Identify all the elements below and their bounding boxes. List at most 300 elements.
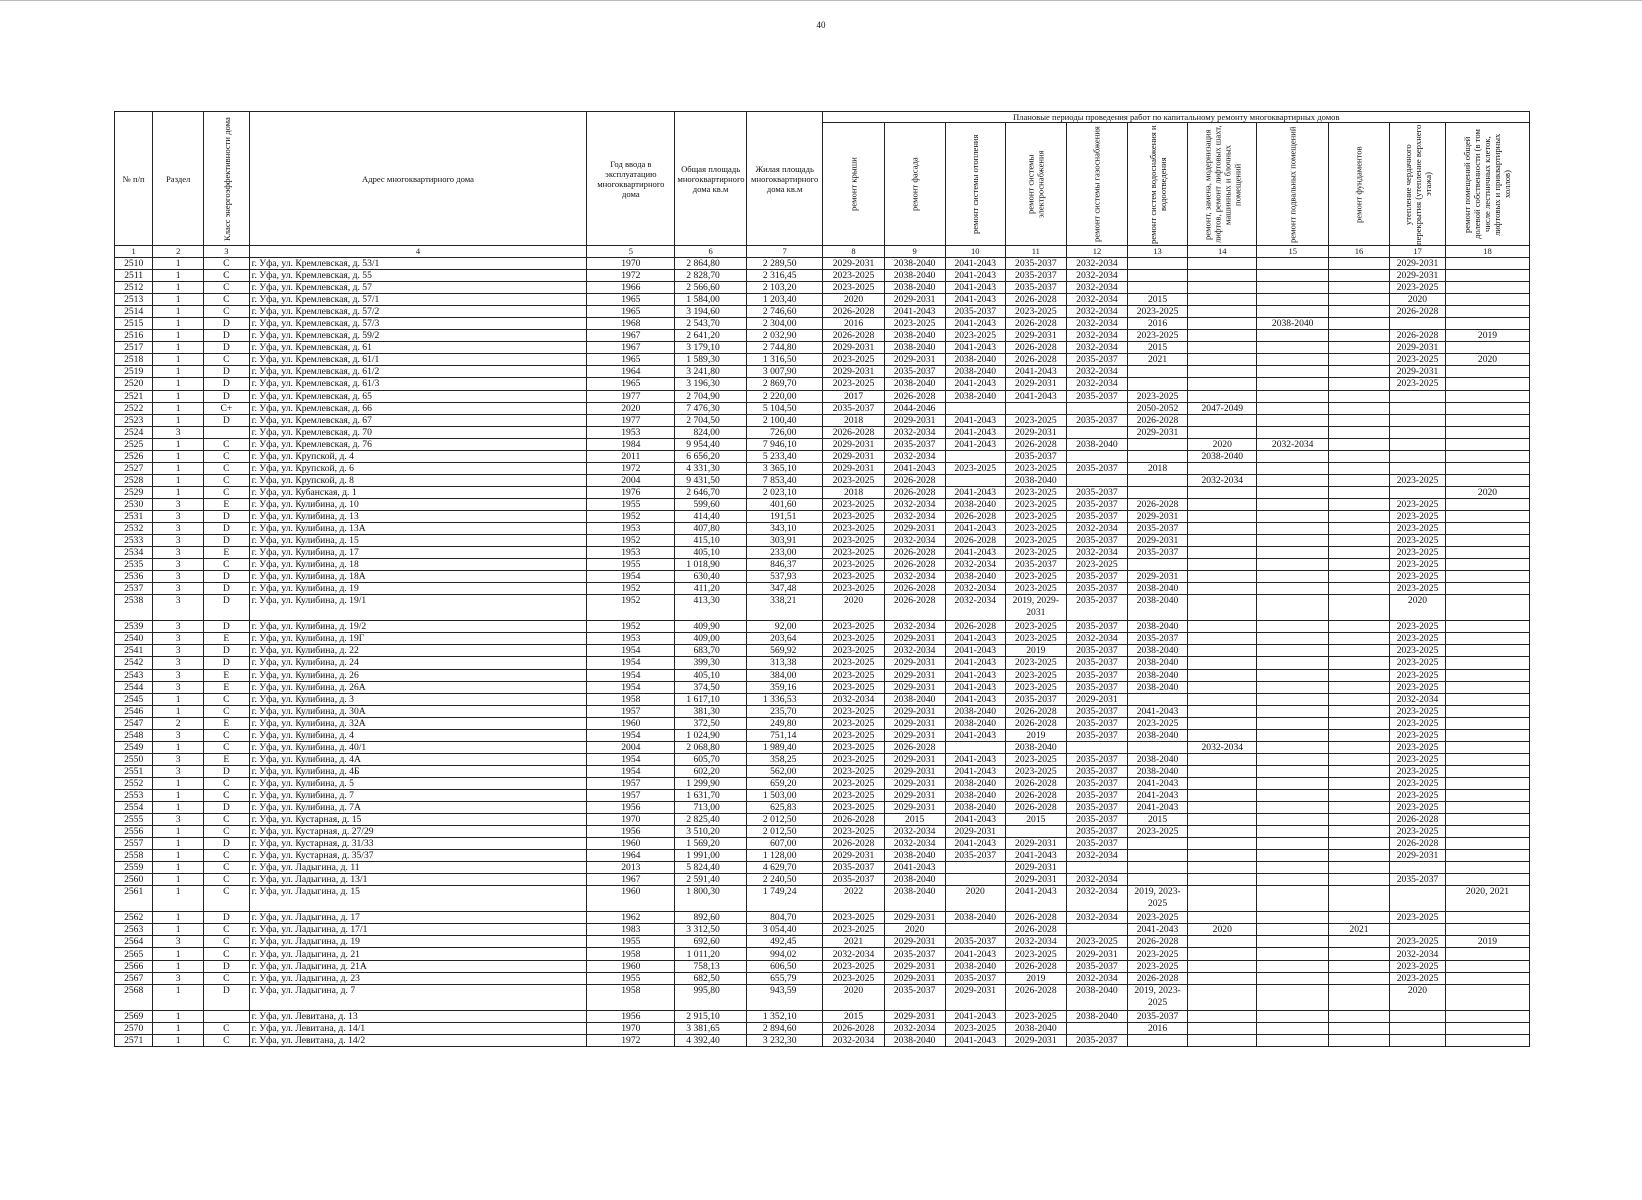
table-cell: 2035-2037 bbox=[1066, 498, 1127, 510]
table-cell: 2026-2028 bbox=[1128, 936, 1188, 948]
table-cell: 2023-2025 bbox=[823, 669, 884, 681]
table-cell: 2023-2025 bbox=[823, 498, 884, 510]
address-cell: г. Уфа, ул. Кремлевская, д. 57/2 bbox=[249, 306, 587, 318]
table-cell: 2035-2037 bbox=[1128, 547, 1188, 559]
address-cell: г. Уфа, ул. Кремлевская, д. 66 bbox=[249, 402, 587, 414]
table-cell: 2518 bbox=[115, 354, 153, 366]
table-cell: 2032-2034 bbox=[1066, 270, 1127, 282]
table-cell: 2041-2043 bbox=[945, 693, 1005, 705]
table-cell bbox=[1257, 729, 1328, 741]
table-cell: E bbox=[204, 753, 250, 765]
table-cell: 1956 bbox=[587, 1010, 675, 1022]
table-row bbox=[115, 621, 1530, 633]
table-cell: C bbox=[204, 741, 250, 753]
table-cell: E bbox=[204, 669, 250, 681]
table-cell: 659,20 bbox=[746, 777, 823, 789]
table-cell: 2023-2025 bbox=[823, 826, 884, 838]
table-cell: 1 bbox=[153, 838, 204, 850]
table-cell: 2020, 2021 bbox=[1445, 886, 1529, 912]
table-cell bbox=[1257, 450, 1328, 462]
table-cell: 2557 bbox=[115, 838, 153, 850]
table-cell: 2029-2031 bbox=[884, 1010, 945, 1022]
table-cell: 2032-2034 bbox=[1066, 378, 1127, 390]
capital-repair-table bbox=[114, 111, 1530, 1047]
table-cell: 2 316,45 bbox=[746, 270, 823, 282]
table-cell bbox=[1066, 1022, 1127, 1034]
address-cell: г. Уфа, ул. Кремлевская, д. 57 bbox=[249, 282, 587, 294]
table-cell: 2032-2034 bbox=[1066, 886, 1127, 912]
table-cell bbox=[1445, 693, 1529, 705]
table-cell: 2038-2040 bbox=[884, 1034, 945, 1046]
table-cell bbox=[1257, 972, 1328, 984]
table-cell: 1954 bbox=[587, 657, 675, 669]
table-row bbox=[115, 258, 1530, 270]
table-cell bbox=[1257, 886, 1328, 912]
address-cell: г. Уфа, ул. Ладыгина, д. 23 bbox=[249, 972, 587, 984]
table-cell bbox=[1445, 378, 1529, 390]
address-cell: г. Уфа, ул. Кремлевская, д. 61 bbox=[249, 342, 587, 354]
table-cell: 1960 bbox=[587, 717, 675, 729]
table-cell: 1 bbox=[153, 414, 204, 426]
table-cell: 2041-2043 bbox=[945, 1010, 1005, 1022]
table-cell: 2032-2034 bbox=[1066, 912, 1127, 924]
table-cell bbox=[1445, 450, 1529, 462]
table-cell: 413,30 bbox=[675, 595, 746, 621]
address-cell: г. Уфа, ул. Кремлевская, д. 53/1 bbox=[249, 258, 587, 270]
table-cell: 2038-2040 bbox=[945, 789, 1005, 801]
table-cell: 2023-2025 bbox=[823, 621, 884, 633]
table-cell: 9 954,40 bbox=[675, 438, 746, 450]
table-cell bbox=[1257, 282, 1328, 294]
table-cell: 2026-2028 bbox=[823, 306, 884, 318]
address-cell: г. Уфа, ул. Кремлевская, д. 76 bbox=[249, 438, 587, 450]
table-cell bbox=[1445, 510, 1529, 522]
table-cell: 2029-2031 bbox=[1128, 571, 1188, 583]
table-cell: 3 bbox=[153, 814, 204, 826]
table-cell: 2019, 2023-2025 bbox=[1128, 886, 1188, 912]
table-cell: 4 331,30 bbox=[675, 462, 746, 474]
table-cell: 3 bbox=[153, 681, 204, 693]
table-cell: 2029-2031 bbox=[1066, 948, 1127, 960]
table-cell bbox=[1257, 960, 1328, 972]
table-cell: 4 629,70 bbox=[746, 862, 823, 874]
table-cell bbox=[1128, 282, 1188, 294]
table-cell bbox=[1257, 571, 1328, 583]
table-cell: C bbox=[204, 462, 250, 474]
table-cell: D bbox=[204, 366, 250, 378]
table-cell bbox=[1445, 705, 1529, 717]
table-cell: 2029-2031 bbox=[823, 258, 884, 270]
table-cell: 2032-2034 bbox=[884, 645, 945, 657]
table-cell: 2041-2043 bbox=[1128, 802, 1188, 814]
table-cell bbox=[1188, 972, 1257, 984]
table-cell bbox=[1188, 1010, 1257, 1022]
table-cell bbox=[1390, 924, 1446, 936]
table-cell bbox=[1328, 838, 1389, 850]
table-cell: 3 bbox=[153, 645, 204, 657]
table-cell: 2029-2031 bbox=[823, 850, 884, 862]
table-cell bbox=[1390, 1010, 1446, 1022]
table-cell: 2538 bbox=[115, 595, 153, 621]
table-cell bbox=[1257, 802, 1328, 814]
table-cell: 2566 bbox=[115, 960, 153, 972]
table-cell bbox=[1445, 559, 1529, 571]
table-cell bbox=[1390, 1034, 1446, 1046]
table-cell: 2 915,10 bbox=[675, 1010, 746, 1022]
address-cell: г. Уфа, ул. Ладыгина, д. 21А bbox=[249, 960, 587, 972]
table-cell: 2 bbox=[153, 717, 204, 729]
table-cell: 2035-2037 bbox=[1066, 789, 1127, 801]
table-cell: 1967 bbox=[587, 874, 675, 886]
table-cell bbox=[1257, 510, 1328, 522]
table-cell: 2026-2028 bbox=[884, 486, 945, 498]
table-cell: 2026-2028 bbox=[1390, 306, 1446, 318]
table-cell: 1954 bbox=[587, 729, 675, 741]
header-work-6: ремонт систем водоснабжения и водоотведения bbox=[1128, 123, 1188, 246]
table-row bbox=[115, 390, 1530, 402]
table-cell: 2 103,20 bbox=[746, 282, 823, 294]
table-cell: 3 241,80 bbox=[675, 366, 746, 378]
table-cell bbox=[1445, 838, 1529, 850]
table-cell: 2537 bbox=[115, 583, 153, 595]
table-cell: 1 bbox=[153, 886, 204, 912]
table-cell: 2035-2037 bbox=[1066, 510, 1127, 522]
table-cell: 2564 bbox=[115, 936, 153, 948]
table-cell: 2023-2025 bbox=[1390, 729, 1446, 741]
table-cell: 2569 bbox=[115, 1010, 153, 1022]
address-cell: г. Уфа, ул. Левитана, д. 13 bbox=[249, 1010, 587, 1022]
table-cell: 3 bbox=[153, 535, 204, 547]
table-cell bbox=[1188, 595, 1257, 621]
table-cell: 2023-2025 bbox=[823, 523, 884, 535]
table-cell: 2026-2028 bbox=[1005, 802, 1066, 814]
table-cell: 2038-2040 bbox=[945, 390, 1005, 402]
table-cell bbox=[1328, 366, 1389, 378]
table-cell: 2035-2037 bbox=[1066, 717, 1127, 729]
table-cell: 2041-2043 bbox=[945, 547, 1005, 559]
table-cell: 2015 bbox=[1005, 814, 1066, 826]
table-cell bbox=[1257, 559, 1328, 571]
table-cell bbox=[1445, 498, 1529, 510]
table-cell: 1954 bbox=[587, 681, 675, 693]
table-cell bbox=[1445, 523, 1529, 535]
table-cell bbox=[1328, 378, 1389, 390]
table-cell bbox=[1328, 414, 1389, 426]
table-cell bbox=[1328, 306, 1389, 318]
table-cell bbox=[1445, 438, 1529, 450]
table-cell bbox=[1328, 354, 1389, 366]
table-cell: 2554 bbox=[115, 802, 153, 814]
table-cell: 2515 bbox=[115, 318, 153, 330]
table-cell bbox=[1066, 741, 1127, 753]
table-cell: 1 011,20 bbox=[675, 948, 746, 960]
table-cell: 203,64 bbox=[746, 633, 823, 645]
table-cell: C bbox=[204, 559, 250, 571]
table-cell: 2023-2025 bbox=[823, 924, 884, 936]
table-cell: 2023-2025 bbox=[823, 583, 884, 595]
table-row bbox=[115, 705, 1530, 717]
table-cell: 2032-2034 bbox=[884, 826, 945, 838]
table-cell: 2044-2046 bbox=[884, 402, 945, 414]
column-number: 3 bbox=[204, 246, 250, 258]
table-cell: 1 589,30 bbox=[675, 354, 746, 366]
table-cell bbox=[1128, 450, 1188, 462]
table-cell: C bbox=[204, 1034, 250, 1046]
table-cell: 2035-2037 bbox=[1390, 874, 1446, 886]
table-cell: 2032-2034 bbox=[1066, 874, 1127, 886]
table-cell: 2545 bbox=[115, 693, 153, 705]
table-cell: 3 bbox=[153, 426, 204, 438]
table-row bbox=[115, 294, 1530, 306]
table-cell bbox=[1257, 342, 1328, 354]
table-cell: 2023-2025 bbox=[1005, 306, 1066, 318]
table-cell: 2038-2040 bbox=[884, 282, 945, 294]
table-cell: 2528 bbox=[115, 474, 153, 486]
table-cell: C bbox=[204, 826, 250, 838]
table-cell: 2020 bbox=[1188, 438, 1257, 450]
table-cell: 2029-2031 bbox=[1066, 693, 1127, 705]
table-cell: 2021 bbox=[1328, 924, 1389, 936]
table-cell bbox=[1390, 414, 1446, 426]
table-row bbox=[115, 523, 1530, 535]
table-cell: 2041-2043 bbox=[945, 414, 1005, 426]
table-cell bbox=[1328, 789, 1389, 801]
table-cell: 2 543,70 bbox=[675, 318, 746, 330]
table-cell: 1 bbox=[153, 912, 204, 924]
table-cell bbox=[1445, 402, 1529, 414]
table-cell: C bbox=[204, 258, 250, 270]
table-cell bbox=[1257, 924, 1328, 936]
table-cell bbox=[1188, 414, 1257, 426]
table-cell bbox=[1328, 535, 1389, 547]
table-cell bbox=[1328, 693, 1389, 705]
table-cell: 1970 bbox=[587, 1022, 675, 1034]
table-cell: 2516 bbox=[115, 330, 153, 342]
table-row bbox=[115, 886, 1530, 912]
table-cell: 2029-2031 bbox=[1005, 862, 1066, 874]
table-cell: 384,00 bbox=[746, 669, 823, 681]
column-number: 10 bbox=[945, 246, 1005, 258]
table-cell: C bbox=[204, 693, 250, 705]
table-cell: 2026-2028 bbox=[945, 535, 1005, 547]
table-cell bbox=[1328, 462, 1389, 474]
table-cell: 2035-2037 bbox=[1005, 270, 1066, 282]
table-cell bbox=[1328, 270, 1389, 282]
table-cell bbox=[1257, 474, 1328, 486]
table-cell: 2026-2028 bbox=[945, 621, 1005, 633]
table-cell: 2029-2031 bbox=[823, 342, 884, 354]
table-cell: 2023-2025 bbox=[1005, 621, 1066, 633]
header-energy-class: Класс энергоэффективности дома bbox=[204, 112, 250, 246]
table-cell bbox=[1390, 438, 1446, 450]
table-cell: 2026-2028 bbox=[1005, 984, 1066, 1010]
table-cell: 2035-2037 bbox=[945, 936, 1005, 948]
table-cell: 2035-2037 bbox=[884, 948, 945, 960]
table-cell bbox=[1328, 474, 1389, 486]
table-cell: 2038-2040 bbox=[1128, 753, 1188, 765]
table-cell: 1953 bbox=[587, 426, 675, 438]
header-work-2: ремонт фасада bbox=[884, 123, 945, 246]
table-cell: 537,93 bbox=[746, 571, 823, 583]
table-cell: 1 503,00 bbox=[746, 789, 823, 801]
table-cell bbox=[1328, 571, 1389, 583]
table-cell: 1 bbox=[153, 354, 204, 366]
table-cell: 2038-2040 bbox=[1005, 741, 1066, 753]
table-cell bbox=[1445, 874, 1529, 886]
address-cell: г. Уфа, ул. Кулибина, д. 24 bbox=[249, 657, 587, 669]
table-cell: 2568 bbox=[115, 984, 153, 1010]
table-cell: 1972 bbox=[587, 462, 675, 474]
table-cell: 1 bbox=[153, 874, 204, 886]
address-cell: г. Уфа, ул. Кремлевская, д. 65 bbox=[249, 390, 587, 402]
table-cell: 2038-2040 bbox=[1005, 474, 1066, 486]
address-cell: г. Уфа, ул. Кулибина, д. 19Г bbox=[249, 633, 587, 645]
column-number: 5 bbox=[587, 246, 675, 258]
column-number: 14 bbox=[1188, 246, 1257, 258]
table-cell: C bbox=[204, 474, 250, 486]
table-cell: 2035-2037 bbox=[823, 402, 884, 414]
table-cell: 3 007,90 bbox=[746, 366, 823, 378]
table-cell: 2023-2025 bbox=[1128, 390, 1188, 402]
table-cell: 2532 bbox=[115, 523, 153, 535]
table-cell: 2038-2040 bbox=[945, 498, 1005, 510]
table-cell: 1 569,20 bbox=[675, 838, 746, 850]
header-work-5: ремонт системы газоснабжения bbox=[1066, 123, 1127, 246]
table-cell: 1972 bbox=[587, 1034, 675, 1046]
table-cell: 1 352,10 bbox=[746, 1010, 823, 1022]
table-cell: 2023-2025 bbox=[1390, 547, 1446, 559]
table-cell: 2018 bbox=[823, 486, 884, 498]
table-cell bbox=[1257, 705, 1328, 717]
table-cell: 2026-2028 bbox=[823, 838, 884, 850]
table-cell bbox=[1257, 426, 1328, 438]
table-cell bbox=[945, 874, 1005, 886]
table-cell: 2041-2043 bbox=[945, 1034, 1005, 1046]
table-row bbox=[115, 318, 1530, 330]
table-cell: 2519 bbox=[115, 366, 153, 378]
table-cell: 2548 bbox=[115, 729, 153, 741]
table-cell bbox=[945, 474, 1005, 486]
table-cell: 405,10 bbox=[675, 669, 746, 681]
table-cell bbox=[1328, 1034, 1389, 1046]
table-cell: 2 641,20 bbox=[675, 330, 746, 342]
table-cell bbox=[1066, 450, 1127, 462]
table-cell: 2562 bbox=[115, 912, 153, 924]
header-work-3: ремонт системы отопления bbox=[945, 123, 1005, 246]
table-cell bbox=[1328, 984, 1389, 1010]
table-cell: 2023-2025 bbox=[823, 729, 884, 741]
table-cell: 599,60 bbox=[675, 498, 746, 510]
table-cell: 2029-2031 bbox=[1128, 426, 1188, 438]
table-cell: 2 704,90 bbox=[675, 390, 746, 402]
table-cell: 2032-2034 bbox=[1390, 693, 1446, 705]
table-cell: 3 bbox=[153, 583, 204, 595]
table-cell: 2020 bbox=[1390, 294, 1446, 306]
table-cell: 726,00 bbox=[746, 426, 823, 438]
table-cell bbox=[1328, 777, 1389, 789]
table-cell: 2023-2025 bbox=[1390, 645, 1446, 657]
table-cell: 1 bbox=[153, 282, 204, 294]
table-cell bbox=[1257, 838, 1328, 850]
table-cell: 2020 bbox=[945, 886, 1005, 912]
table-cell: 1 bbox=[153, 378, 204, 390]
table-cell: 2 566,60 bbox=[675, 282, 746, 294]
table-cell: D bbox=[204, 645, 250, 657]
table-cell: 2023-2025 bbox=[1390, 583, 1446, 595]
table-row bbox=[115, 342, 1530, 354]
table-cell: E bbox=[204, 681, 250, 693]
address-cell: г. Уфа, ул. Кубанская, д. 1 bbox=[249, 486, 587, 498]
table-cell: 2038-2040 bbox=[884, 330, 945, 342]
table-row bbox=[115, 498, 1530, 510]
table-cell: 1970 bbox=[587, 814, 675, 826]
table-cell: 2041-2043 bbox=[945, 258, 1005, 270]
table-row bbox=[115, 936, 1530, 948]
table-cell: 2023-2025 bbox=[823, 571, 884, 583]
table-cell: D bbox=[204, 765, 250, 777]
table-cell bbox=[1328, 681, 1389, 693]
table-cell: 2023-2025 bbox=[1005, 523, 1066, 535]
table-cell: 2 012,50 bbox=[746, 826, 823, 838]
table-row bbox=[115, 402, 1530, 414]
table-cell bbox=[1328, 633, 1389, 645]
address-cell: г. Уфа, ул. Кулибина, д. 7А bbox=[249, 802, 587, 814]
address-cell: г. Уфа, ул. Крупской, д. 6 bbox=[249, 462, 587, 474]
table-cell: 2023-2025 bbox=[1128, 330, 1188, 342]
table-cell bbox=[1188, 717, 1257, 729]
table-cell bbox=[1445, 318, 1529, 330]
table-cell bbox=[1188, 559, 1257, 571]
table-cell: 3 bbox=[153, 510, 204, 522]
table-cell: 2023-2025 bbox=[823, 705, 884, 717]
header-section: Раздел bbox=[153, 112, 204, 246]
table-cell bbox=[1390, 402, 1446, 414]
table-cell: 338,21 bbox=[746, 595, 823, 621]
table-cell: 3 232,30 bbox=[746, 1034, 823, 1046]
address-cell: г. Уфа, ул. Ладыгина, д. 17 bbox=[249, 912, 587, 924]
table-row bbox=[115, 306, 1530, 318]
table-cell: 2032-2034 bbox=[1005, 936, 1066, 948]
table-cell bbox=[1188, 912, 1257, 924]
table-cell bbox=[1257, 814, 1328, 826]
table-cell: 2023-2025 bbox=[823, 474, 884, 486]
table-cell: 3 510,20 bbox=[675, 826, 746, 838]
table-row bbox=[115, 474, 1530, 486]
table-cell bbox=[1257, 414, 1328, 426]
address-cell: г. Уфа, ул. Кустарная, д. 35/37 bbox=[249, 850, 587, 862]
table-cell: 1968 bbox=[587, 318, 675, 330]
table-cell bbox=[1188, 936, 1257, 948]
table-cell: 233,00 bbox=[746, 547, 823, 559]
table-cell: 2020 bbox=[1445, 354, 1529, 366]
table-cell: D bbox=[204, 912, 250, 924]
table-cell: 2023-2025 bbox=[1005, 753, 1066, 765]
table-cell bbox=[1445, 717, 1529, 729]
table-cell: 2023-2025 bbox=[1005, 462, 1066, 474]
table-cell bbox=[1328, 450, 1389, 462]
table-cell: D bbox=[204, 595, 250, 621]
table-cell bbox=[1328, 657, 1389, 669]
table-cell: 409,90 bbox=[675, 621, 746, 633]
table-cell bbox=[1128, 486, 1188, 498]
table-row bbox=[115, 912, 1530, 924]
table-cell: 5 104,50 bbox=[746, 402, 823, 414]
table-cell: 1 bbox=[153, 318, 204, 330]
table-cell: 1 bbox=[153, 270, 204, 282]
table-cell: 1954 bbox=[587, 669, 675, 681]
table-cell bbox=[1257, 621, 1328, 633]
address-cell: г. Уфа, ул. Кулибина, д. 10 bbox=[249, 498, 587, 510]
